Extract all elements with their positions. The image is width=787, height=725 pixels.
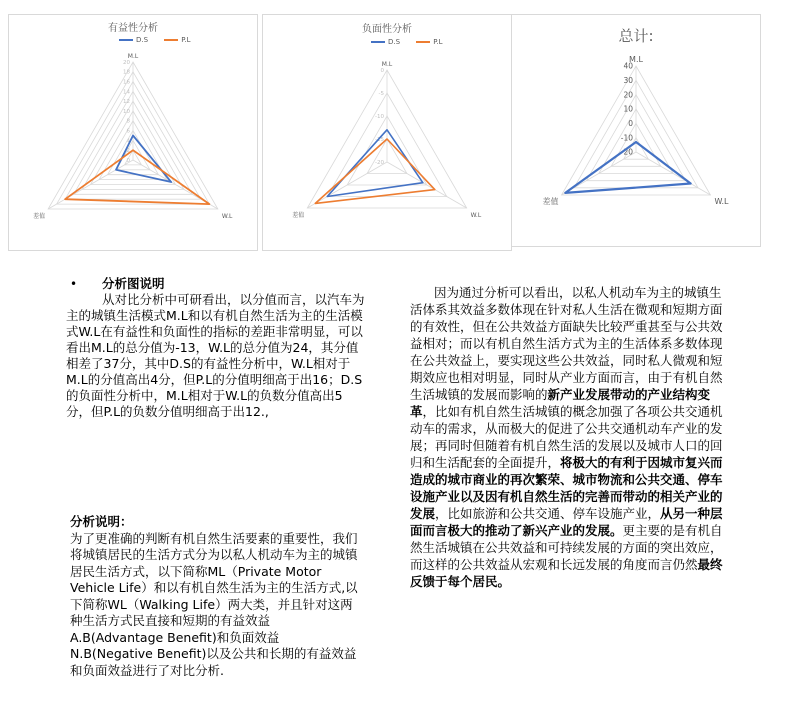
legend-pl-label: P.L (181, 36, 191, 44)
chart-explanation (66, 276, 366, 420)
tick-label: 0 (628, 118, 633, 128)
benefit-radar (9, 40, 257, 250)
conclusion-bold-2: 将极大的有利于因城市复兴而造成的城市商业的再次繁荣、城市物流和公共交通、停车设施产业以及因有机自然生活的完善而带动的相关产业的发展 (410, 455, 723, 521)
tick-label: -5 (378, 90, 384, 97)
analysis-conclusion (410, 284, 728, 590)
analysis-note-body: 为了更准确的判断有机自然生活要素的重要性，我们将城镇居民的生活方式分为以私人机动车为主的城镇居民生活方式，以下简称ML（Private Motor Vehicle Life）和以有机自然生活为主的生活方式,以下简称WL（Walking Life）两大类，并且针对这两种生活方式民直接和短期的有益效益A.B(Advantage Benefit)和负面效益N.B(Negative Benefit)以及公共和长期的有益效益和负面效益进行了对比分析. (70, 530, 358, 678)
axis-label: 差值 (292, 212, 305, 219)
total-radar (512, 47, 760, 247)
tick-label: 10 (623, 104, 633, 114)
tick-label: 18 (123, 69, 130, 76)
negative-chart-panel (262, 14, 512, 251)
tick-label: 4 (126, 138, 130, 145)
negative-chart-title: 负面性分析 (362, 24, 412, 35)
tick-label: 12 (123, 99, 130, 106)
conclusion-bold-3: 从另一种层面而言极大的推动了新兴产业的发展。 (410, 506, 723, 538)
tick-label: 8 (126, 118, 130, 125)
tick-label: 30 (623, 75, 633, 85)
total-chart-title: 总计: (618, 27, 654, 45)
tick-label: -10 (620, 133, 633, 143)
legend-ds-label: D.S (136, 36, 149, 44)
conclusion-text-2: ，比如有机自然生活城镇的概念加强了各项公共交通机动车的需求，从而极大的促进了公共交通机动车产业的发展；再同时但随着有机自然生活的发展以及城市人口的回归和生活配套的全面提升， (410, 404, 723, 470)
conclusion-bold-1: 新产业发展带动的产业结构变革 (410, 387, 711, 419)
analysis-note-heading: 分析说明： (70, 514, 133, 529)
axis-label: W.L (221, 213, 233, 220)
axis-label: 差值 (33, 213, 46, 220)
benefit-chart-title: 有益性分析 (108, 23, 158, 34)
benefit-chart-panel (8, 14, 258, 251)
conclusion-text-1: 因为通过分析可以看出，以私人机动车为主的城镇生活体系其效益多数体现在针对私人生活在微观和短期方面的有效性，但在公共效益方面缺失比较严重甚至与公共效益相对；而以有机自然生活方式为主的生活体系多数体现在公共效益上，要实现这些公共效益，同时私人微观和短期效应也相对明显，同时从产业方面而言，由于有机自然生活城镇的发展而影响的 (410, 285, 723, 402)
conclusion-text-4: 更主要的是有机自然生活城镇在公共效益和可持续发展的方面的突出效应，而这样的公共效益从宏观和长远发展的角度而言仍然 (410, 523, 723, 572)
series-line-pl (315, 136, 435, 203)
tick-label: 20 (623, 90, 633, 100)
axis-label: 差值 (542, 197, 559, 206)
tick-label: -20 (375, 159, 384, 166)
tick-label: 16 (123, 79, 130, 86)
axis-label: W.L (470, 212, 482, 219)
tick-label: 40 (623, 61, 633, 71)
tick-label: 0 (380, 67, 384, 74)
analysis-note (70, 514, 360, 679)
axis-label: W.L (714, 197, 729, 206)
chart-explanation-heading: 分析图说明 (102, 276, 165, 291)
tick-label: 10 (123, 108, 130, 115)
tick-label: 0 (126, 157, 130, 164)
legend-ds-label: D.S (388, 38, 401, 46)
conclusion-bold-4: 最终反馈于每个居民。 (410, 557, 723, 589)
bullet-marker: • (70, 277, 78, 291)
axis-label: M.L (629, 55, 643, 64)
conclusion-text-3: ，比如旅游和公共交通、停车设施产业， (435, 506, 661, 521)
axis-label: M.L (381, 61, 393, 68)
tick-label: -15 (375, 136, 384, 143)
legend-pl-label: P.L (433, 38, 443, 46)
tick-label: 6 (126, 128, 130, 135)
tick-label: -10 (375, 113, 384, 120)
tick-label: 20 (123, 59, 130, 66)
negative-radar (263, 40, 511, 250)
tick-label: 2 (126, 148, 130, 155)
total-chart-panel (511, 14, 761, 247)
tick-label: -20 (620, 147, 633, 157)
chart-explanation-body: 从对比分析中可研看出，以分值而言，以汽车为主的城镇生活模式M.L和以有机自然生活为主的生活模式W.L在有益性和负面性的指标的差距非常明显，可以看出M.L的总分值为-13，W.L的总分值为24，其分值相差了37分，其中D.S的有益性分析中，W.L相对于M.L的分值高出4分，但P.L的分值明细高于出16；D.S的负面性分析中，M.L相对于W.L的负数分值高出5分，但P.L的负数分值明细高于出12., (66, 292, 365, 419)
tick-label: 14 (123, 89, 130, 96)
axis-label: M.L (127, 53, 139, 60)
